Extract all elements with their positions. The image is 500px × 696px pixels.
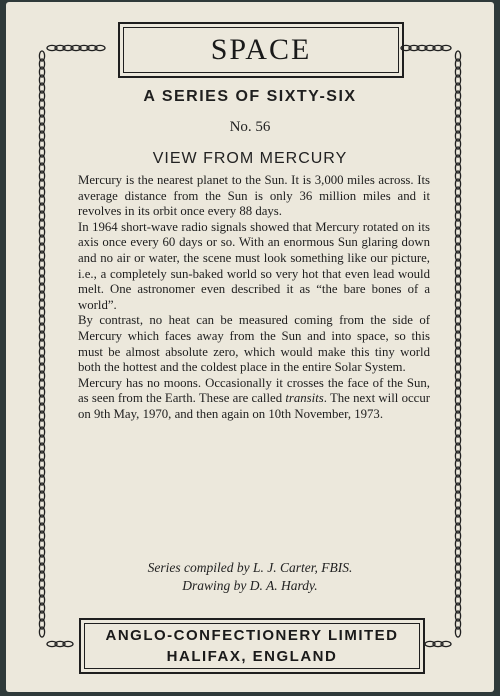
- card-heading: VIEW FROM MERCURY: [152, 150, 348, 167]
- paragraph-3: By contrast, no heat can be measured coming from the side of Mercury which faces away from the Sun and into space, so this must be almost absolute zero, which would make this tiny world both the hottest and the coldest place in the entire Solar System.: [78, 313, 430, 375]
- card-body-text: [78, 173, 430, 423]
- series-subtitle: A SERIES OF SIXTY-SIX: [143, 88, 357, 105]
- credits: [6, 559, 494, 595]
- cigarette-card: [6, 2, 494, 692]
- paragraph-2: In 1964 short-wave radio signals showed that Mercury rotated on its axis once every 60 days or so. With an enormous Sun glaring down and no air or water, the scene must look something like our picture, i.e., a completely sun-baked world so very hot that even lead would melt. One astronomer even described it as “the bare bones of a world”.: [78, 219, 430, 312]
- artist-credit: Drawing by D. A. Hardy.: [182, 578, 318, 593]
- compiler-credit: Series compiled by L. J. Carter, FBIS.: [147, 560, 353, 575]
- paragraph-4-start: Mercury has no moons. Occasionally it crosses the face of the Sun, as seen from the Earth. These are called: [78, 375, 430, 406]
- transits-term: transits: [285, 391, 324, 406]
- publisher-location: HALIFAX, ENGLAND: [166, 648, 338, 665]
- title-box: [118, 22, 404, 78]
- paragraph-4-end: . The next will occur on 9th May, 1970, and then again on 10th November, 1973.: [78, 391, 430, 421]
- publisher-box: [79, 618, 425, 674]
- publisher-name: ANGLO-CONFECTIONERY LIMITED: [105, 627, 399, 644]
- card-title: SPACE: [210, 33, 312, 66]
- paragraph-4: [78, 376, 430, 423]
- card-number: No. 56: [229, 119, 271, 135]
- paragraph-1: Mercury is the nearest planet to the Sun. It is 3,000 miles across. Its average distance from the Sun is only 36 million miles and it revolves in its orbit once every 88 days.: [78, 173, 430, 219]
